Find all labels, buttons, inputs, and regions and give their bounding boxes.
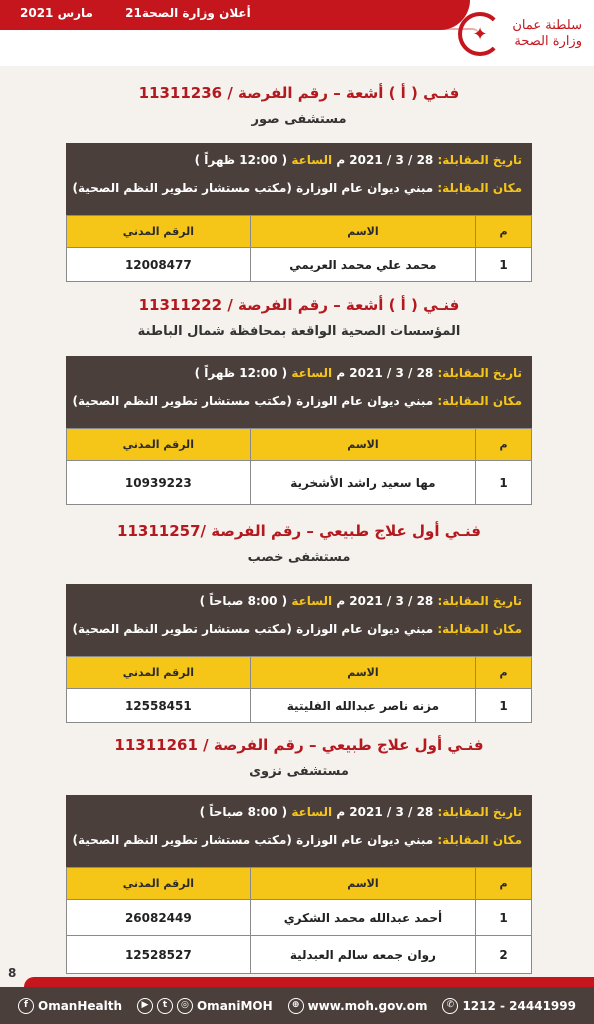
instagram-icon: ◎ — [177, 998, 193, 1014]
table-header-row — [67, 657, 532, 689]
section-1 — [66, 84, 532, 127]
section-1-box — [66, 143, 532, 282]
footer-strip — [24, 977, 594, 987]
logo-text: سلطنة عمان وزارة الصحة — [512, 18, 582, 49]
col-civil-id: الرقم المدني — [67, 868, 251, 900]
section-3-box — [66, 584, 532, 723]
section-subtitle: مستشفى صور — [251, 112, 347, 127]
candidates-table — [66, 428, 532, 505]
twitter-icon: t — [157, 998, 173, 1014]
interview-info — [66, 584, 532, 656]
section-title: فنـي ( أ ) أشعة – رقم الفرصة / 11311222 — [138, 296, 460, 314]
interview-date-row: تاريخ المقابلة: 28 / 3 / 2021 م الساعة ( 8:00 صباحاً ) — [199, 594, 522, 608]
col-civil-id: الرقم المدني — [67, 216, 251, 248]
table-row: 1 محمد علي محمد العريمي 12008477 — [67, 248, 532, 282]
col-name: الاسم — [250, 429, 475, 461]
footer-social[interactable]: ▶ t ◎ OmaniMOH — [137, 998, 273, 1014]
interview-place-row: مكان المقابلة: مبني ديوان عام الوزارة (مكتب مستشار تطوير النظم الصحية) — [72, 833, 522, 847]
page-number: 8 — [8, 966, 17, 980]
table-header-row — [67, 216, 532, 248]
section-subtitle: المؤسسات الصحية الواقعة بمحافظة شمال الباطنة — [137, 324, 461, 339]
section-3 — [66, 522, 532, 565]
emblem-icon: ✦ — [458, 12, 502, 56]
section-4-box — [66, 795, 532, 974]
interview-place-row: مكان المقابلة: مبني ديوان عام الوزارة (مكتب مستشار تطوير النظم الصحية) — [72, 181, 522, 195]
ministry-logo — [456, 8, 582, 60]
section-subtitle: مستشفى خصب — [247, 550, 351, 565]
header-date: 21 مارس 2021 — [20, 6, 142, 20]
section-2-box — [66, 356, 532, 505]
table-row: 1 أحمد عبدالله محمد الشكري 26082449 — [67, 900, 532, 936]
header-title: أعلان وزارة الصحة — [141, 6, 251, 20]
candidates-table — [66, 656, 532, 723]
col-civil-id: الرقم المدني — [67, 429, 251, 461]
table-header-row — [67, 868, 532, 900]
page-header — [0, 0, 594, 66]
table-row: 1 مزنه ناصر عبدالله الفليتية 12558451 — [67, 689, 532, 723]
section-title: فنـي ( أ ) أشعة – رقم الفرصة / 11311236 — [138, 84, 460, 102]
table-header-row — [67, 429, 532, 461]
col-name: الاسم — [250, 657, 475, 689]
col-name: الاسم — [250, 868, 475, 900]
col-m: م — [476, 216, 532, 248]
globe-icon: ⊕ — [288, 998, 304, 1014]
candidates-table — [66, 867, 532, 974]
interview-place-row: مكان المقابلة: مبني ديوان عام الوزارة (مكتب مستشار تطوير النظم الصحية) — [72, 622, 522, 636]
interview-info — [66, 143, 532, 215]
header-band — [0, 0, 470, 30]
section-subtitle: مستشفى نزوى — [249, 764, 349, 779]
candidates-table — [66, 215, 532, 282]
interview-date-row: تاريخ المقابلة: 28 / 3 / 2021 م الساعة ( 8:00 صباحاً ) — [199, 805, 522, 819]
footer-phone[interactable]: ✆ 1212 - 24441999 — [442, 998, 576, 1014]
col-m: م — [476, 429, 532, 461]
youtube-icon: ▶ — [137, 998, 153, 1014]
interview-info — [66, 356, 532, 428]
interview-date-row: تاريخ المقابلة: 28 / 3 / 2021 م الساعة ( 12:00 ظهراً ) — [194, 153, 522, 167]
col-m: م — [476, 657, 532, 689]
table-row: 2 روان جمعه سالم العبدلية 12528527 — [67, 936, 532, 974]
phone-icon: ✆ — [442, 998, 458, 1014]
header-curve — [0, 28, 480, 36]
col-civil-id: الرقم المدني — [67, 657, 251, 689]
section-2 — [66, 296, 532, 339]
section-4 — [66, 736, 532, 779]
section-title: فنـي أول علاج طبيعي – رقم الفرصة /11311257 — [117, 522, 481, 540]
footer-website[interactable]: ⊕ www.moh.gov.om — [288, 998, 428, 1014]
table-row: 1 مها سعيد راشد الأشخرية 10939223 — [67, 461, 532, 505]
section-title: فنـي أول علاج طبيعي – رقم الفرصة / 11311261 — [114, 736, 484, 754]
interview-date-row: تاريخ المقابلة: 28 / 3 / 2021 م الساعة ( 12:00 ظهراً ) — [194, 366, 522, 380]
col-m: م — [476, 868, 532, 900]
page-footer — [0, 987, 594, 1024]
interview-place-row: مكان المقابلة: مبني ديوان عام الوزارة (مكتب مستشار تطوير النظم الصحية) — [72, 394, 522, 408]
col-name: الاسم — [250, 216, 475, 248]
footer-facebook[interactable]: f OmanHealth — [18, 998, 122, 1014]
interview-info — [66, 795, 532, 867]
header-text — [20, 6, 251, 20]
facebook-icon: f — [18, 998, 34, 1014]
